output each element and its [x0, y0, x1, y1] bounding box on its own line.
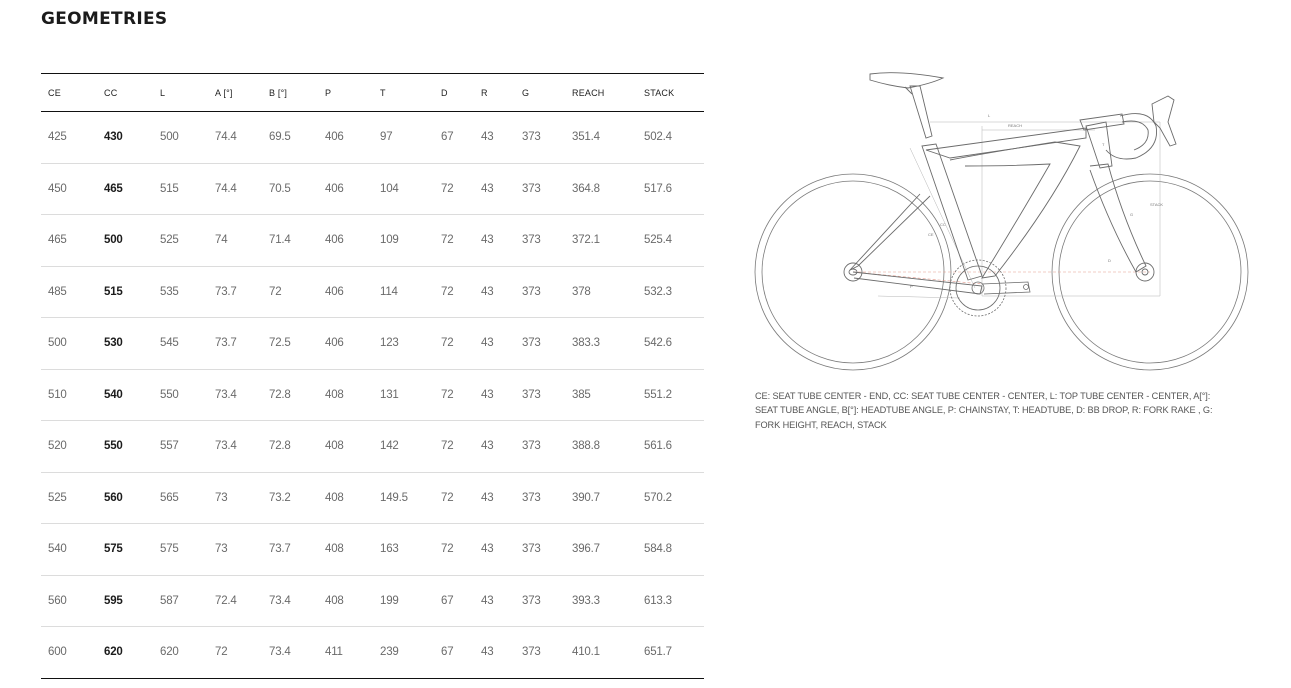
cell-r: 43 — [481, 646, 494, 659]
cell-p: 406 — [325, 337, 344, 350]
table-row — [41, 472, 704, 524]
cell-r: 43 — [481, 285, 494, 298]
cell-d: 67 — [441, 646, 454, 659]
cell-r: 43 — [481, 594, 494, 607]
col-header-p: P — [325, 87, 332, 98]
cell-t: 104 — [380, 182, 399, 195]
cell-ce: 525 — [48, 491, 67, 504]
cell-a: 72 — [215, 646, 228, 659]
cell-r: 43 — [481, 440, 494, 453]
cell-d: 72 — [441, 285, 454, 298]
col-header-r: R — [481, 87, 488, 98]
cell-l: 515 — [160, 182, 179, 195]
cell-stack: 525.4 — [644, 234, 672, 247]
cell-cc: 595 — [104, 594, 123, 607]
cell-g: 373 — [522, 646, 541, 659]
label-reach: REACH — [1008, 123, 1023, 128]
table-row — [41, 369, 704, 421]
cell-cc: 550 — [104, 440, 123, 453]
dimension-lines — [878, 122, 1160, 298]
cell-b: 69.5 — [269, 131, 291, 144]
bike-geometry-diagram-icon — [750, 66, 1255, 380]
cell-g: 373 — [522, 440, 541, 453]
cell-a: 73.4 — [215, 388, 237, 401]
cell-t: 199 — [380, 594, 399, 607]
cell-reach: 393.3 — [572, 594, 600, 607]
cell-r: 43 — [481, 388, 494, 401]
cell-p: 408 — [325, 388, 344, 401]
cell-l: 620 — [160, 646, 179, 659]
table-body — [41, 112, 704, 679]
cell-stack: 570.2 — [644, 491, 672, 504]
cell-a: 73.7 — [215, 285, 237, 298]
cell-reach: 351.4 — [572, 131, 600, 144]
label-ce: CE — [928, 232, 934, 237]
cell-cc: 430 — [104, 131, 123, 144]
cell-b: 71.4 — [269, 234, 291, 247]
cell-t: 163 — [380, 543, 399, 556]
cell-r: 43 — [481, 182, 494, 195]
cell-b: 73.4 — [269, 594, 291, 607]
cell-b: 73.4 — [269, 646, 291, 659]
cell-reach: 364.8 — [572, 182, 600, 195]
label-stack: STACK — [1150, 202, 1164, 207]
table-row — [41, 318, 704, 370]
cell-cc: 500 — [104, 234, 123, 247]
cell-d: 67 — [441, 594, 454, 607]
cell-r: 43 — [481, 491, 494, 504]
cell-stack: 502.4 — [644, 131, 672, 144]
cell-l: 525 — [160, 234, 179, 247]
cell-b: 73.7 — [269, 543, 291, 556]
cell-ce: 600 — [48, 646, 67, 659]
cell-ce: 520 — [48, 440, 67, 453]
cell-t: 239 — [380, 646, 399, 659]
cell-reach: 378 — [572, 285, 591, 298]
col-header-a: A [°] — [215, 87, 233, 98]
cell-p: 406 — [325, 234, 344, 247]
cell-t: 97 — [380, 131, 393, 144]
cell-ce: 425 — [48, 131, 67, 144]
cell-l: 587 — [160, 594, 179, 607]
geometry-table — [41, 73, 704, 679]
cell-p: 408 — [325, 594, 344, 607]
cell-a: 73 — [215, 543, 228, 556]
cell-b: 72.8 — [269, 440, 291, 453]
cell-p: 406 — [325, 182, 344, 195]
table-row — [41, 627, 704, 679]
cell-g: 373 — [522, 388, 541, 401]
cell-t: 123 — [380, 337, 399, 350]
cell-a: 72.4 — [215, 594, 237, 607]
table-header — [41, 74, 704, 112]
table-row — [41, 266, 704, 318]
cell-cc: 575 — [104, 543, 123, 556]
cell-b: 72 — [269, 285, 282, 298]
cell-a: 74.4 — [215, 182, 237, 195]
cell-reach: 390.7 — [572, 491, 600, 504]
cell-a: 74 — [215, 234, 228, 247]
cell-reach: 385 — [572, 388, 591, 401]
cell-r: 43 — [481, 131, 494, 144]
crankset-icon — [950, 260, 1030, 316]
cell-p: 406 — [325, 285, 344, 298]
cell-l: 535 — [160, 285, 179, 298]
cell-l: 550 — [160, 388, 179, 401]
table-row — [41, 215, 704, 267]
cell-l: 565 — [160, 491, 179, 504]
label-top-tube: L — [988, 113, 991, 118]
diagram-caption: CE: SEAT TUBE CENTER - END, CC: SEAT TUBE CENTER - CENTER, L: TOP TUBE CENTER - CENTER, A[°]: SEAT TUBE ANGLE, B[°]: HEADTUBE ANGLE, P: CHAINSTAY, T: HEADTUBE, D: BB DROP, R: FORK RAKE , G: FORK HEIGHT, REACH, STACK — [755, 391, 1213, 430]
cell-l: 545 — [160, 337, 179, 350]
cell-r: 43 — [481, 543, 494, 556]
cell-r: 43 — [481, 337, 494, 350]
label-fork-height: G — [1130, 212, 1134, 217]
cell-g: 373 — [522, 491, 541, 504]
cell-p: 406 — [325, 131, 344, 144]
cell-g: 373 — [522, 337, 541, 350]
cell-g: 373 — [522, 594, 541, 607]
cell-l: 557 — [160, 440, 179, 453]
col-header-g: G — [522, 87, 530, 98]
cell-t: 131 — [380, 388, 399, 401]
cell-stack: 532.3 — [644, 285, 672, 298]
cell-stack: 542.6 — [644, 337, 672, 350]
cell-l: 500 — [160, 131, 179, 144]
cell-ce: 485 — [48, 285, 67, 298]
cell-d: 67 — [441, 131, 454, 144]
cell-a: 73.4 — [215, 440, 237, 453]
cell-stack: 561.6 — [644, 440, 672, 453]
col-header-cc: CC — [104, 87, 118, 98]
col-header-d: D — [441, 87, 448, 98]
section-title: GEOMETRIES — [41, 9, 168, 29]
col-header-b: B [°] — [269, 87, 288, 98]
cell-g: 373 — [522, 543, 541, 556]
cell-a: 74.4 — [215, 131, 237, 144]
cell-cc: 540 — [104, 388, 123, 401]
cell-ce: 540 — [48, 543, 67, 556]
cell-g: 373 — [522, 131, 541, 144]
cell-g: 373 — [522, 285, 541, 298]
cell-cc: 560 — [104, 491, 123, 504]
header-row — [41, 74, 704, 112]
cell-cc: 515 — [104, 285, 123, 298]
cell-ce: 465 — [48, 234, 67, 247]
cell-p: 408 — [325, 543, 344, 556]
cell-stack: 517.6 — [644, 182, 672, 195]
cell-d: 72 — [441, 388, 454, 401]
col-header-stack: STACK — [644, 87, 675, 98]
cell-p: 408 — [325, 491, 344, 504]
cell-d: 72 — [441, 491, 454, 504]
cell-reach: 383.3 — [572, 337, 600, 350]
cell-reach: 388.8 — [572, 440, 600, 453]
cell-ce: 450 — [48, 182, 67, 195]
col-header-reach: REACH — [572, 87, 605, 98]
table-row — [41, 524, 704, 576]
cell-b: 72.8 — [269, 388, 291, 401]
table-row — [41, 421, 704, 473]
cell-cc: 620 — [104, 646, 123, 659]
cell-g: 373 — [522, 234, 541, 247]
cell-reach: 396.7 — [572, 543, 600, 556]
cell-t: 149.5 — [380, 491, 408, 504]
label-chainstay: P — [910, 284, 913, 289]
col-header-l: L — [160, 87, 166, 98]
cell-d: 72 — [441, 543, 454, 556]
label-cc: CC — [940, 222, 946, 227]
cell-t: 142 — [380, 440, 399, 453]
label-head-tube: T — [1102, 142, 1105, 147]
axle-guide-lines — [853, 272, 1150, 284]
label-bb-drop: D — [1108, 258, 1111, 263]
cell-a: 73.7 — [215, 337, 237, 350]
cell-stack: 584.8 — [644, 543, 672, 556]
cell-a: 73 — [215, 491, 228, 504]
cell-cc: 530 — [104, 337, 123, 350]
table-row — [41, 163, 704, 215]
cell-r: 43 — [481, 234, 494, 247]
handlebar-icon — [1080, 96, 1176, 159]
cell-p: 411 — [325, 646, 343, 659]
cell-b: 70.5 — [269, 182, 291, 195]
cell-l: 575 — [160, 543, 179, 556]
cell-ce: 500 — [48, 337, 67, 350]
table-row — [41, 112, 704, 164]
cell-stack: 551.2 — [644, 388, 672, 401]
col-header-ce: CE — [48, 87, 61, 98]
cell-g: 373 — [522, 182, 541, 195]
cell-d: 72 — [441, 182, 454, 195]
cell-reach: 410.1 — [572, 646, 600, 659]
cell-ce: 510 — [48, 388, 67, 401]
cell-t: 109 — [380, 234, 399, 247]
table-row — [41, 575, 704, 627]
col-header-t: T — [380, 87, 386, 98]
cell-cc: 465 — [104, 182, 123, 195]
cell-ce: 560 — [48, 594, 67, 607]
cell-b: 73.2 — [269, 491, 291, 504]
cell-stack: 651.7 — [644, 646, 672, 659]
cell-stack: 613.3 — [644, 594, 672, 607]
cell-d: 72 — [441, 234, 454, 247]
cell-p: 408 — [325, 440, 344, 453]
cell-b: 72.5 — [269, 337, 291, 350]
cell-reach: 372.1 — [572, 234, 600, 247]
cell-t: 114 — [380, 285, 398, 298]
cell-d: 72 — [441, 440, 454, 453]
cell-d: 72 — [441, 337, 454, 350]
